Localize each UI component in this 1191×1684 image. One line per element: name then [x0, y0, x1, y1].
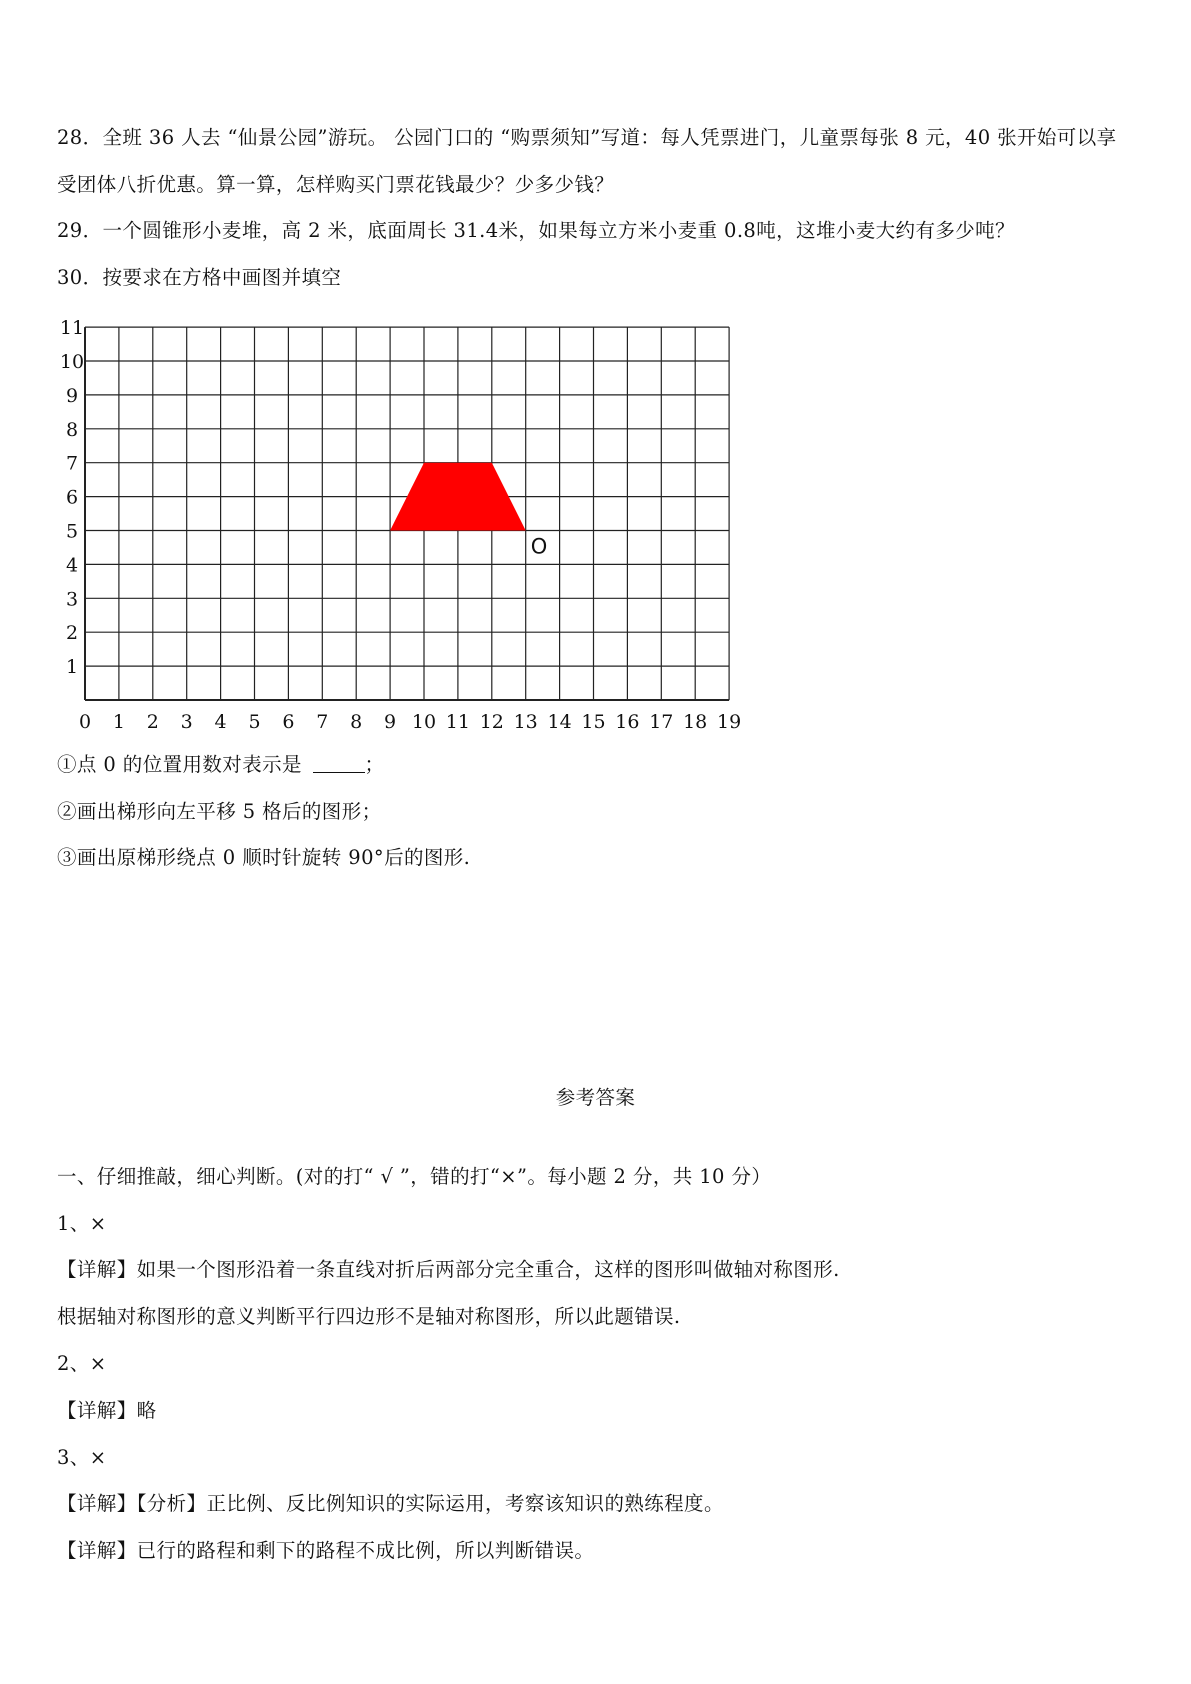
x-axis-tick-label: 13: [513, 711, 538, 732]
trapezoid-shape: [390, 463, 526, 531]
answer-1-detail-1: 【详解】如果一个图形沿着一条直线对折后两部分完全重合，这样的图形叫做轴对称图形.: [57, 1258, 840, 1281]
point-o-label: O: [530, 534, 548, 559]
y-axis-tick-label: 1: [65, 656, 79, 679]
x-axis-tick-label: 5: [248, 711, 261, 732]
sub-question-1-text: ①点 0 的位置用数对表示是: [57, 753, 309, 776]
question-30: 30．按要求在方格中画图并填空: [57, 266, 342, 289]
x-axis-tick-label: 0: [78, 711, 92, 732]
question-28-line2: 受团体八折优惠。算一算，怎样购买门票花钱最少？少多少钱？: [57, 173, 615, 196]
coordinate-grid: [58, 312, 758, 732]
answer-1-detail-2: 根据轴对称图形的意义判断平行四边形不是轴对称图形，所以此题错误.: [57, 1305, 681, 1328]
y-axis-tick-label: 10: [59, 351, 85, 373]
y-axis-tick-label: 3: [65, 588, 79, 611]
x-axis-tick-label: 3: [180, 711, 193, 732]
x-axis-tick-label: 19: [717, 711, 742, 732]
x-axis-tick-label: 9: [384, 711, 397, 732]
answers-title: 参考答案: [555, 1086, 636, 1109]
y-axis-tick-label: 4: [65, 554, 79, 577]
answer-2: 2、×: [57, 1352, 107, 1375]
answer-3: 3、×: [57, 1446, 107, 1469]
y-axis-tick-label: 11: [59, 317, 85, 340]
sub-question-1: [57, 753, 384, 777]
x-axis-tick-label: 16: [615, 711, 640, 732]
x-axis-tick-label: 12: [479, 711, 504, 732]
sub-question-3: ③画出原梯形绕点 0 顺时针旋转 90°后的图形.: [57, 846, 471, 869]
y-axis-tick-label: 5: [65, 520, 79, 543]
answer-2-detail: 【详解】略: [57, 1399, 157, 1422]
y-axis-tick-label: 9: [65, 384, 79, 407]
x-axis-tick-label: 2: [146, 711, 159, 732]
x-axis-tick-label: 14: [547, 711, 572, 732]
x-axis-tick-label: 8: [350, 711, 363, 732]
answers-section-1: 一、仔细推敲，细心判断。(对的打“ √ ”，错的打“×”。每小题 2 分，共 10 分）: [57, 1165, 772, 1188]
x-axis-tick-label: 10: [411, 711, 437, 732]
y-axis-tick-label: 6: [65, 486, 79, 509]
sub-question-1-end: ；: [364, 753, 385, 776]
x-axis-tick-label: 1: [112, 711, 125, 732]
answer-3-detail-1: 【详解】【分析】正比例、反比例知识的实际运用，考察该知识的熟练程度。: [57, 1492, 724, 1515]
question-28-line1: 28．全班 36 人去 “仙景公园”游玩。 公园门口的 “购票须知”写道：每人凭票进门，儿童票每张 8 元，40 张开始可以享: [57, 126, 1117, 149]
x-axis-tick-label: 11: [445, 711, 470, 732]
x-axis-tick-label: 17: [649, 711, 674, 732]
x-axis-tick-label: 7: [316, 711, 329, 732]
answer-1: 1、×: [57, 1212, 107, 1235]
x-axis-tick-label: 4: [214, 711, 227, 732]
x-axis-tick-label: 6: [282, 711, 295, 732]
x-axis-tick-label: 15: [581, 711, 606, 732]
answer-blank[interactable]: [313, 754, 365, 773]
answer-3-detail-2: 【详解】已行的路程和剩下的路程不成比例，所以判断错误。: [57, 1539, 595, 1562]
y-axis-tick-label: 2: [65, 622, 79, 645]
y-axis-tick-label: 7: [65, 452, 79, 475]
sub-question-2: ②画出梯形向左平移 5 格后的图形；: [57, 800, 382, 823]
question-29: 29．一个圆锥形小麦堆，高 2 米，底面周长 31.4米，如果每立方米小麦重 0.8吨，这堆小麦大约有多少吨？: [57, 219, 1015, 242]
x-axis-tick-label: 18: [683, 711, 708, 732]
y-axis-tick-label: 8: [65, 418, 79, 441]
